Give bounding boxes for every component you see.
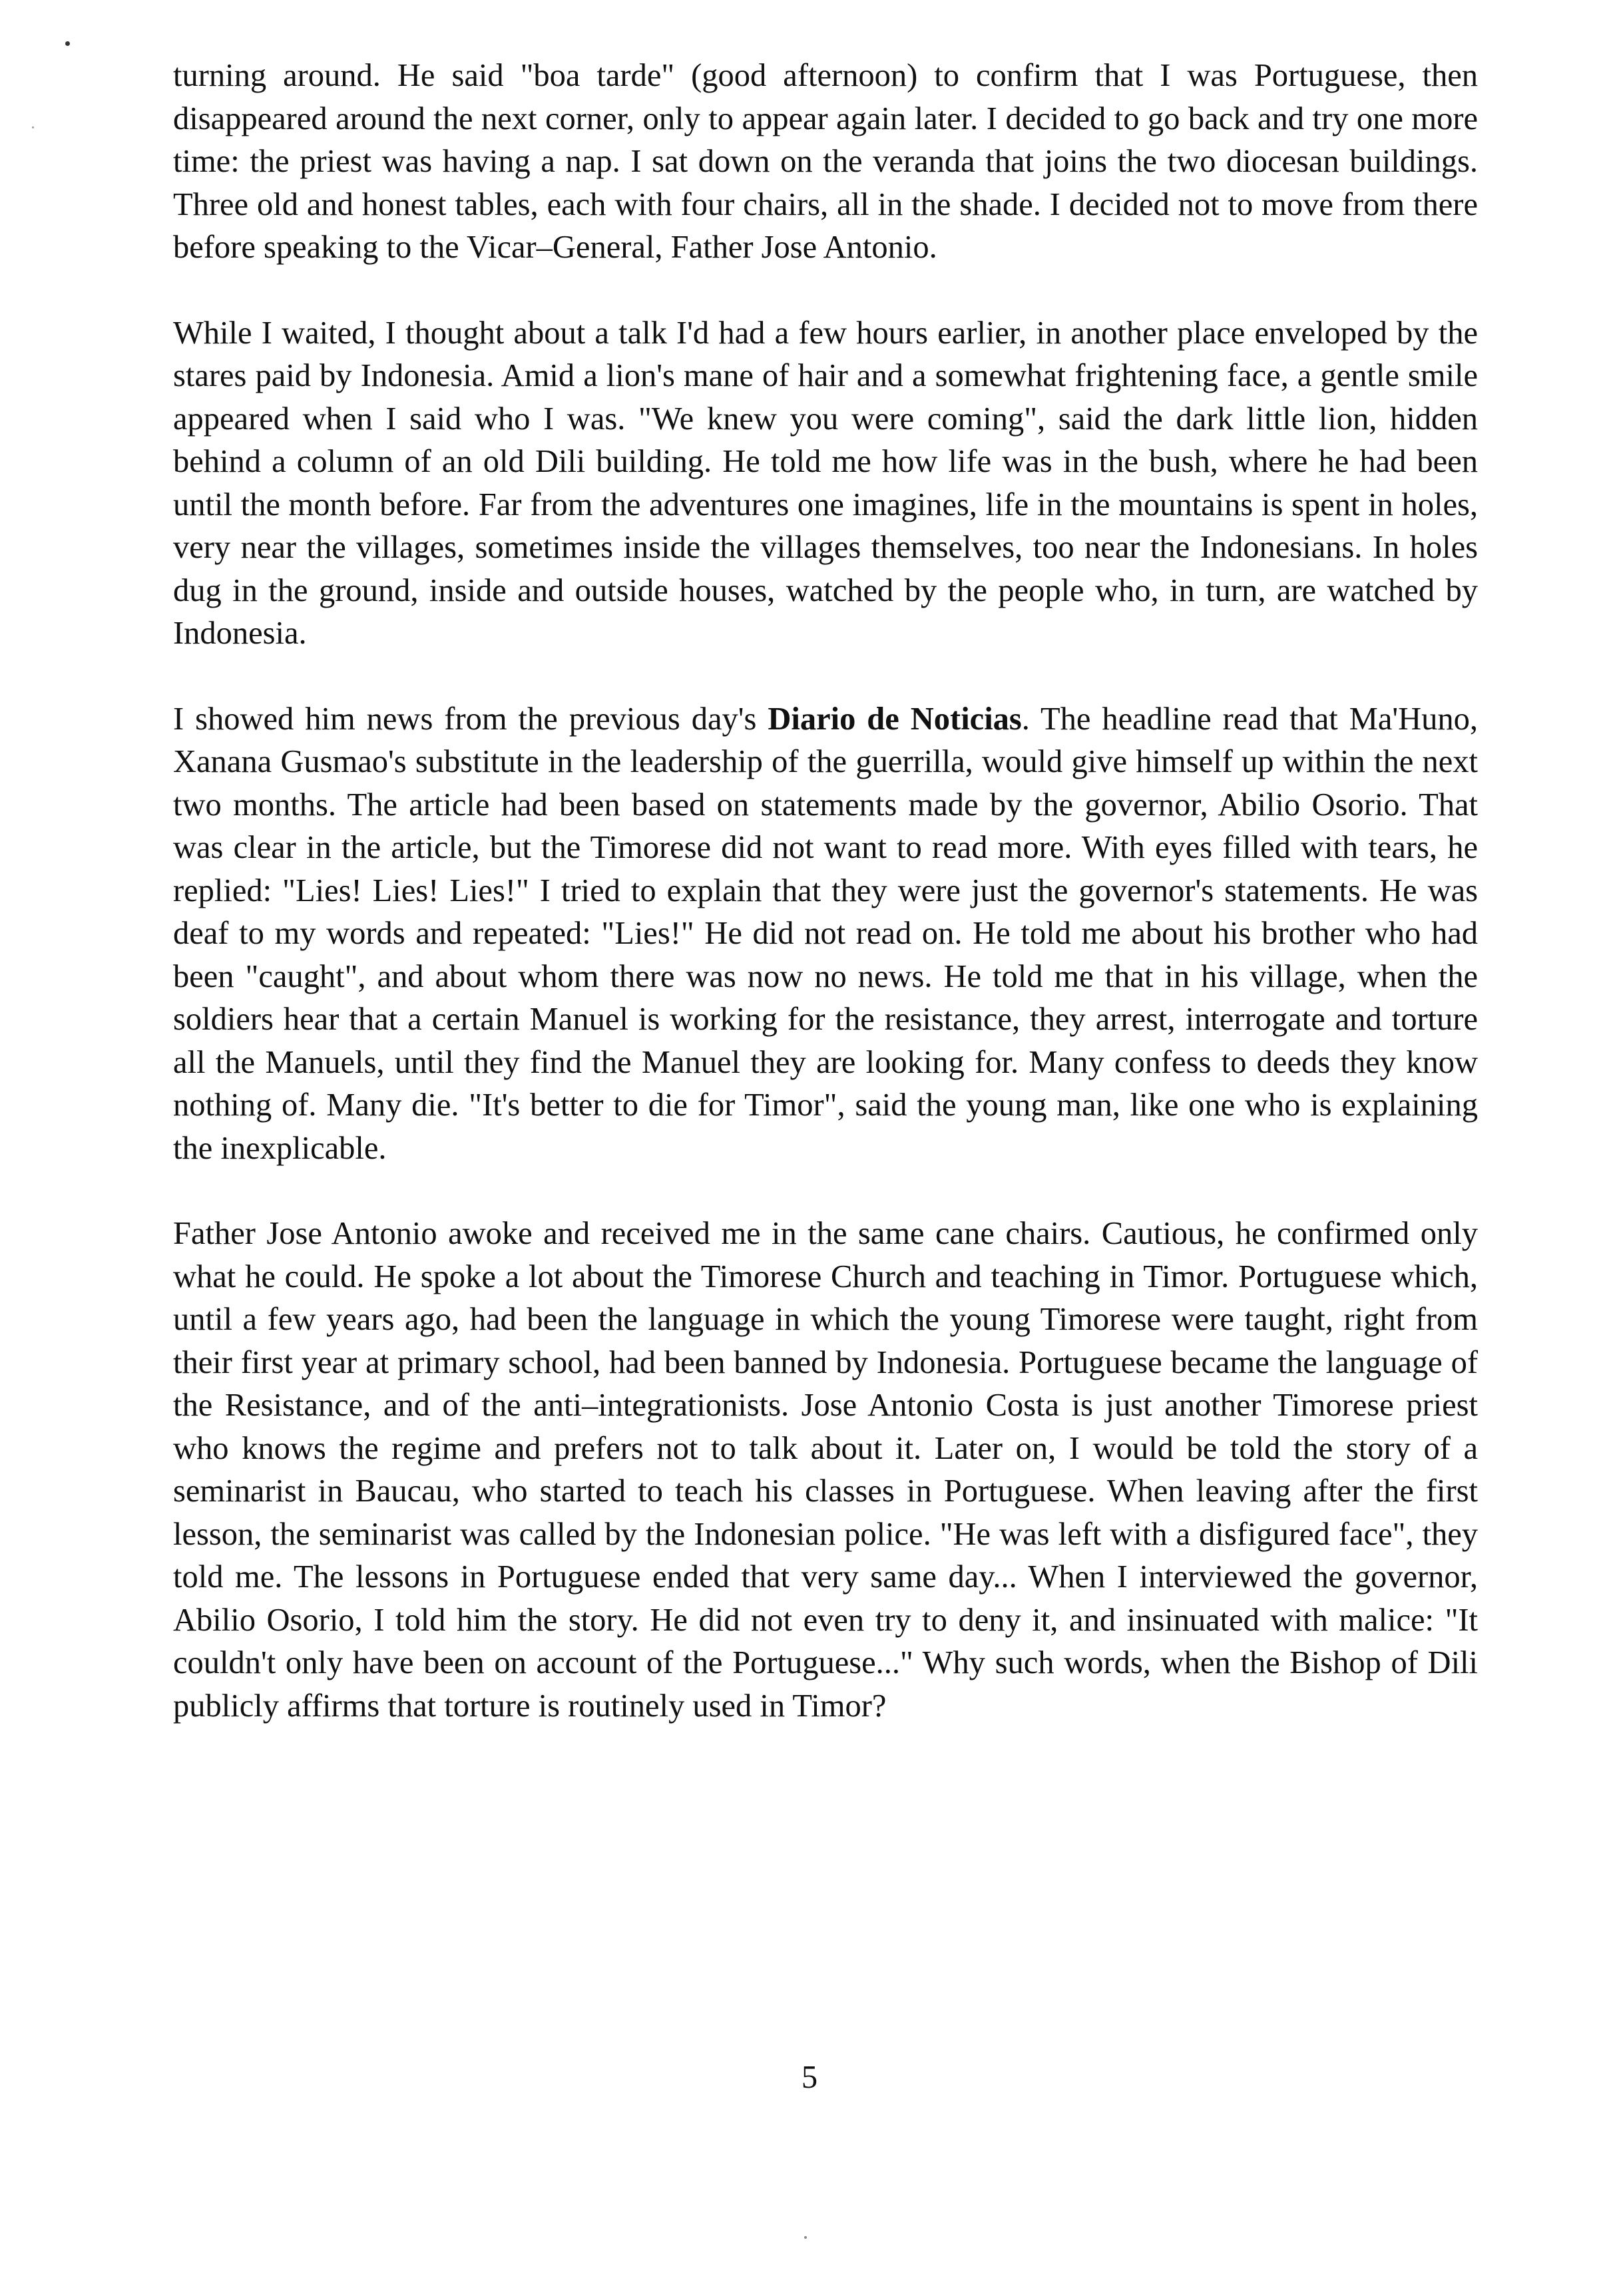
- body-text: [173, 55, 1478, 1728]
- scan-speck-mark: [32, 126, 34, 128]
- scan-speck-mark: [804, 2236, 807, 2239]
- paragraph-1: turning around. He said "boa tarde" (good afternoon) to confirm that I was Portuguese, then disappeared around the next corner, only to appear again later. I decided to go back and try one more time: the priest was having a nap. I sat down on the veranda that joins the two diocesan buildings. Three old and honest tables, each with four chairs, all in the shade. I decided not to move from there before speaking to the Vicar–General, Father Jose Antonio.: [173, 58, 1478, 265]
- paragraph-3-rest: . The headline read that Ma'Huno, Xanana Gusmao's substitute in the leadership of the guerrilla, would give himself up within the next two months. The article had been based on statements made by the governor, Abilio Osorio. That was clear in the article, but the Timorese did not want to read more. With eyes filled with tears, he replied: "Lies! Lies! Lies!" I tried to explain that they were just the governor's statements. He was deaf to my words and repeated: "Lies!" He did not read on. He told me about his brother who had been "caught", and about whom there was now no news. He told me that in his village, when the soldiers hear that a certain Manuel is working for the resistance, they arrest, interrogate and torture all the Manuels, until they find the Manuel they are looking for. Many confess to deeds they know nothing of. Many die. "It's better to die for Timor", said the young man, like one who is explaining the inexplicable.: [173, 701, 1478, 1166]
- paragraph-2: While I waited, I thought about a talk I'd had a few hours earlier, in another place enveloped by the stares paid by Indonesia. Amid a lion's mane of hair and a somewhat frightening face, a gentle smile appeared when I said who I was. "We knew you were coming", said the dark little lion, hidden behind a column of an old Dili building. He told me how life was in the bush, where he had been until the month before. Far from the adventures one imagines, life in the mountains is spent in holes, very near the villages, sometimes inside the villages themselves, too near the Indonesians. In holes dug in the ground, inside and outside houses, watched by the people who, in turn, are watched by Indonesia.: [173, 315, 1478, 651]
- newspaper-title: Diario de Noticias: [768, 701, 1022, 737]
- paragraph-3: [173, 698, 1478, 1171]
- page-number: 5: [801, 2060, 818, 2095]
- paragraph-4: Father Jose Antonio awoke and received me in the same cane chairs. Cautious, he confirmed only what he could. He spoke a lot about the Timorese Church and teaching in Timor. Portuguese which, until a few years ago, had been the language in which the young Timorese were taught, right from their first year at primary school, had been banned by Indonesia. Portuguese became the language of the Resistance, and of the anti–integrationists. Jose Antonio Costa is just another Timorese priest who knows the regime and prefers not to talk about it. Later on, I would be told the story of a seminarist in Baucau, who started to teach his classes in Portuguese. When leaving after the first lesson, the seminarist was called by the Indonesian police. "He was left with a disfigured face", they told me. The lessons in Portuguese ended that very same day... When I interviewed the governor, Abilio Osorio, I told him the story. He did not even try to deny it, and insinuated with malice: "It couldn't only have been on account of the Portuguese..." Why such words, when the Bishop of Dili publicly affirms that torture is routinely used in Timor?: [173, 1216, 1478, 1724]
- paragraph-3-lead: I showed him news from the previous day's: [173, 701, 768, 737]
- scan-speck-mark: [65, 41, 70, 46]
